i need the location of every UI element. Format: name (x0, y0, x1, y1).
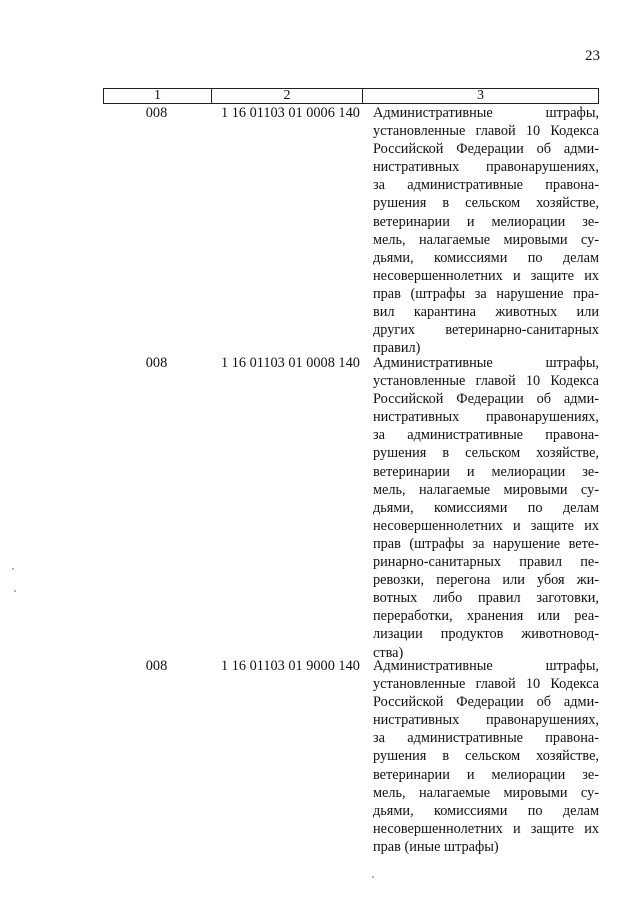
description-line: рушения в сельском хозяйстве, (373, 445, 599, 462)
description-line: нистративных правонарушениях, (373, 712, 599, 729)
description-line: Административные штрафы, (373, 658, 599, 674)
description-line: нистративных правонарушениях, (373, 409, 599, 426)
description-line: рушения в сельском хозяйстве, (373, 195, 599, 212)
description-cell (373, 657, 599, 856)
budget-classification-code-cell: 1 16 01103 01 0006 140 (221, 105, 360, 121)
description-line: Российской Федерации об адми- (373, 694, 599, 711)
description-line: правил) (373, 340, 421, 357)
description-line: Российской Федерации об адми- (373, 141, 599, 158)
description-line: других ветеринарно-санитарных (373, 322, 599, 339)
description-line: установленные главой 10 Кодекса (373, 373, 599, 390)
description-line: прав (штрафы за нарушение пра- (373, 285, 599, 302)
description-line: мель, налагаемые мировыми су- (373, 231, 599, 248)
page-number: 23 (585, 48, 600, 64)
description-line: Российской Федерации об адми- (373, 391, 599, 408)
description-line: прав (иные штрафы) (373, 838, 499, 855)
description-line: лизации продуктов животновод- (373, 626, 599, 643)
description-line: ветеринарии и мелиорации зе- (373, 213, 599, 230)
admin-code-cell: 008 (145, 658, 168, 674)
description-line: ветеринарии и мелиорации зе- (373, 766, 599, 783)
description-line: Административные штрафы, (373, 105, 599, 121)
header-cell-1: 1 (154, 88, 161, 103)
scan-speck (12, 568, 14, 570)
description-line: вил карантина животных или (373, 304, 599, 321)
description-cell (373, 354, 599, 662)
description-line: дьями, комиссиями по делам (373, 499, 599, 516)
description-line: дьями, комиссиями по делам (373, 249, 599, 266)
description-line: за административные правона- (373, 730, 599, 747)
description-line: дьями, комиссиями по делам (373, 802, 599, 819)
description-line: ринарно-санитарных правил пе- (373, 554, 599, 571)
table-header-row (103, 88, 599, 104)
description-line: несовершеннолетних и защите их (373, 267, 599, 284)
admin-code-cell: 008 (145, 355, 168, 371)
description-line: несовершеннолетних и защите их (373, 820, 599, 837)
description-line: вотных либо правил заготовки, (373, 590, 599, 607)
scan-speck (14, 590, 16, 592)
description-line: нистративных правонарушениях, (373, 159, 599, 176)
description-line: ства) (373, 644, 404, 661)
description-line: за административные правона- (373, 427, 599, 444)
description-line: прав (штрафы за нарушение вете- (373, 535, 599, 552)
description-line: установленные главой 10 Кодекса (373, 676, 599, 693)
description-line: мель, налагаемые мировыми су- (373, 784, 599, 801)
description-line: Административные штрафы, (373, 355, 599, 371)
budget-classification-code-cell: 1 16 01103 01 0008 140 (221, 355, 360, 371)
header-cell-3: 3 (362, 89, 598, 103)
description-line: переработки, хранения или реа- (373, 608, 599, 625)
description-cell (373, 104, 599, 357)
description-line: установленные главой 10 Кодекса (373, 123, 599, 140)
description-line: несовершеннолетних и защите их (373, 517, 599, 534)
scan-speck (372, 876, 374, 878)
description-line: ревозки, перегона или убоя жи- (373, 572, 599, 589)
description-line: ветеринарии и мелиорации зе- (373, 463, 599, 480)
budget-classification-code-cell: 1 16 01103 01 9000 140 (221, 658, 360, 674)
description-line: мель, налагаемые мировыми су- (373, 481, 599, 498)
admin-code-cell: 008 (145, 105, 168, 121)
description-line: рушения в сельском хозяйстве, (373, 748, 599, 765)
description-line: за административные правона- (373, 177, 599, 194)
header-cell-2: 2 (211, 89, 362, 103)
